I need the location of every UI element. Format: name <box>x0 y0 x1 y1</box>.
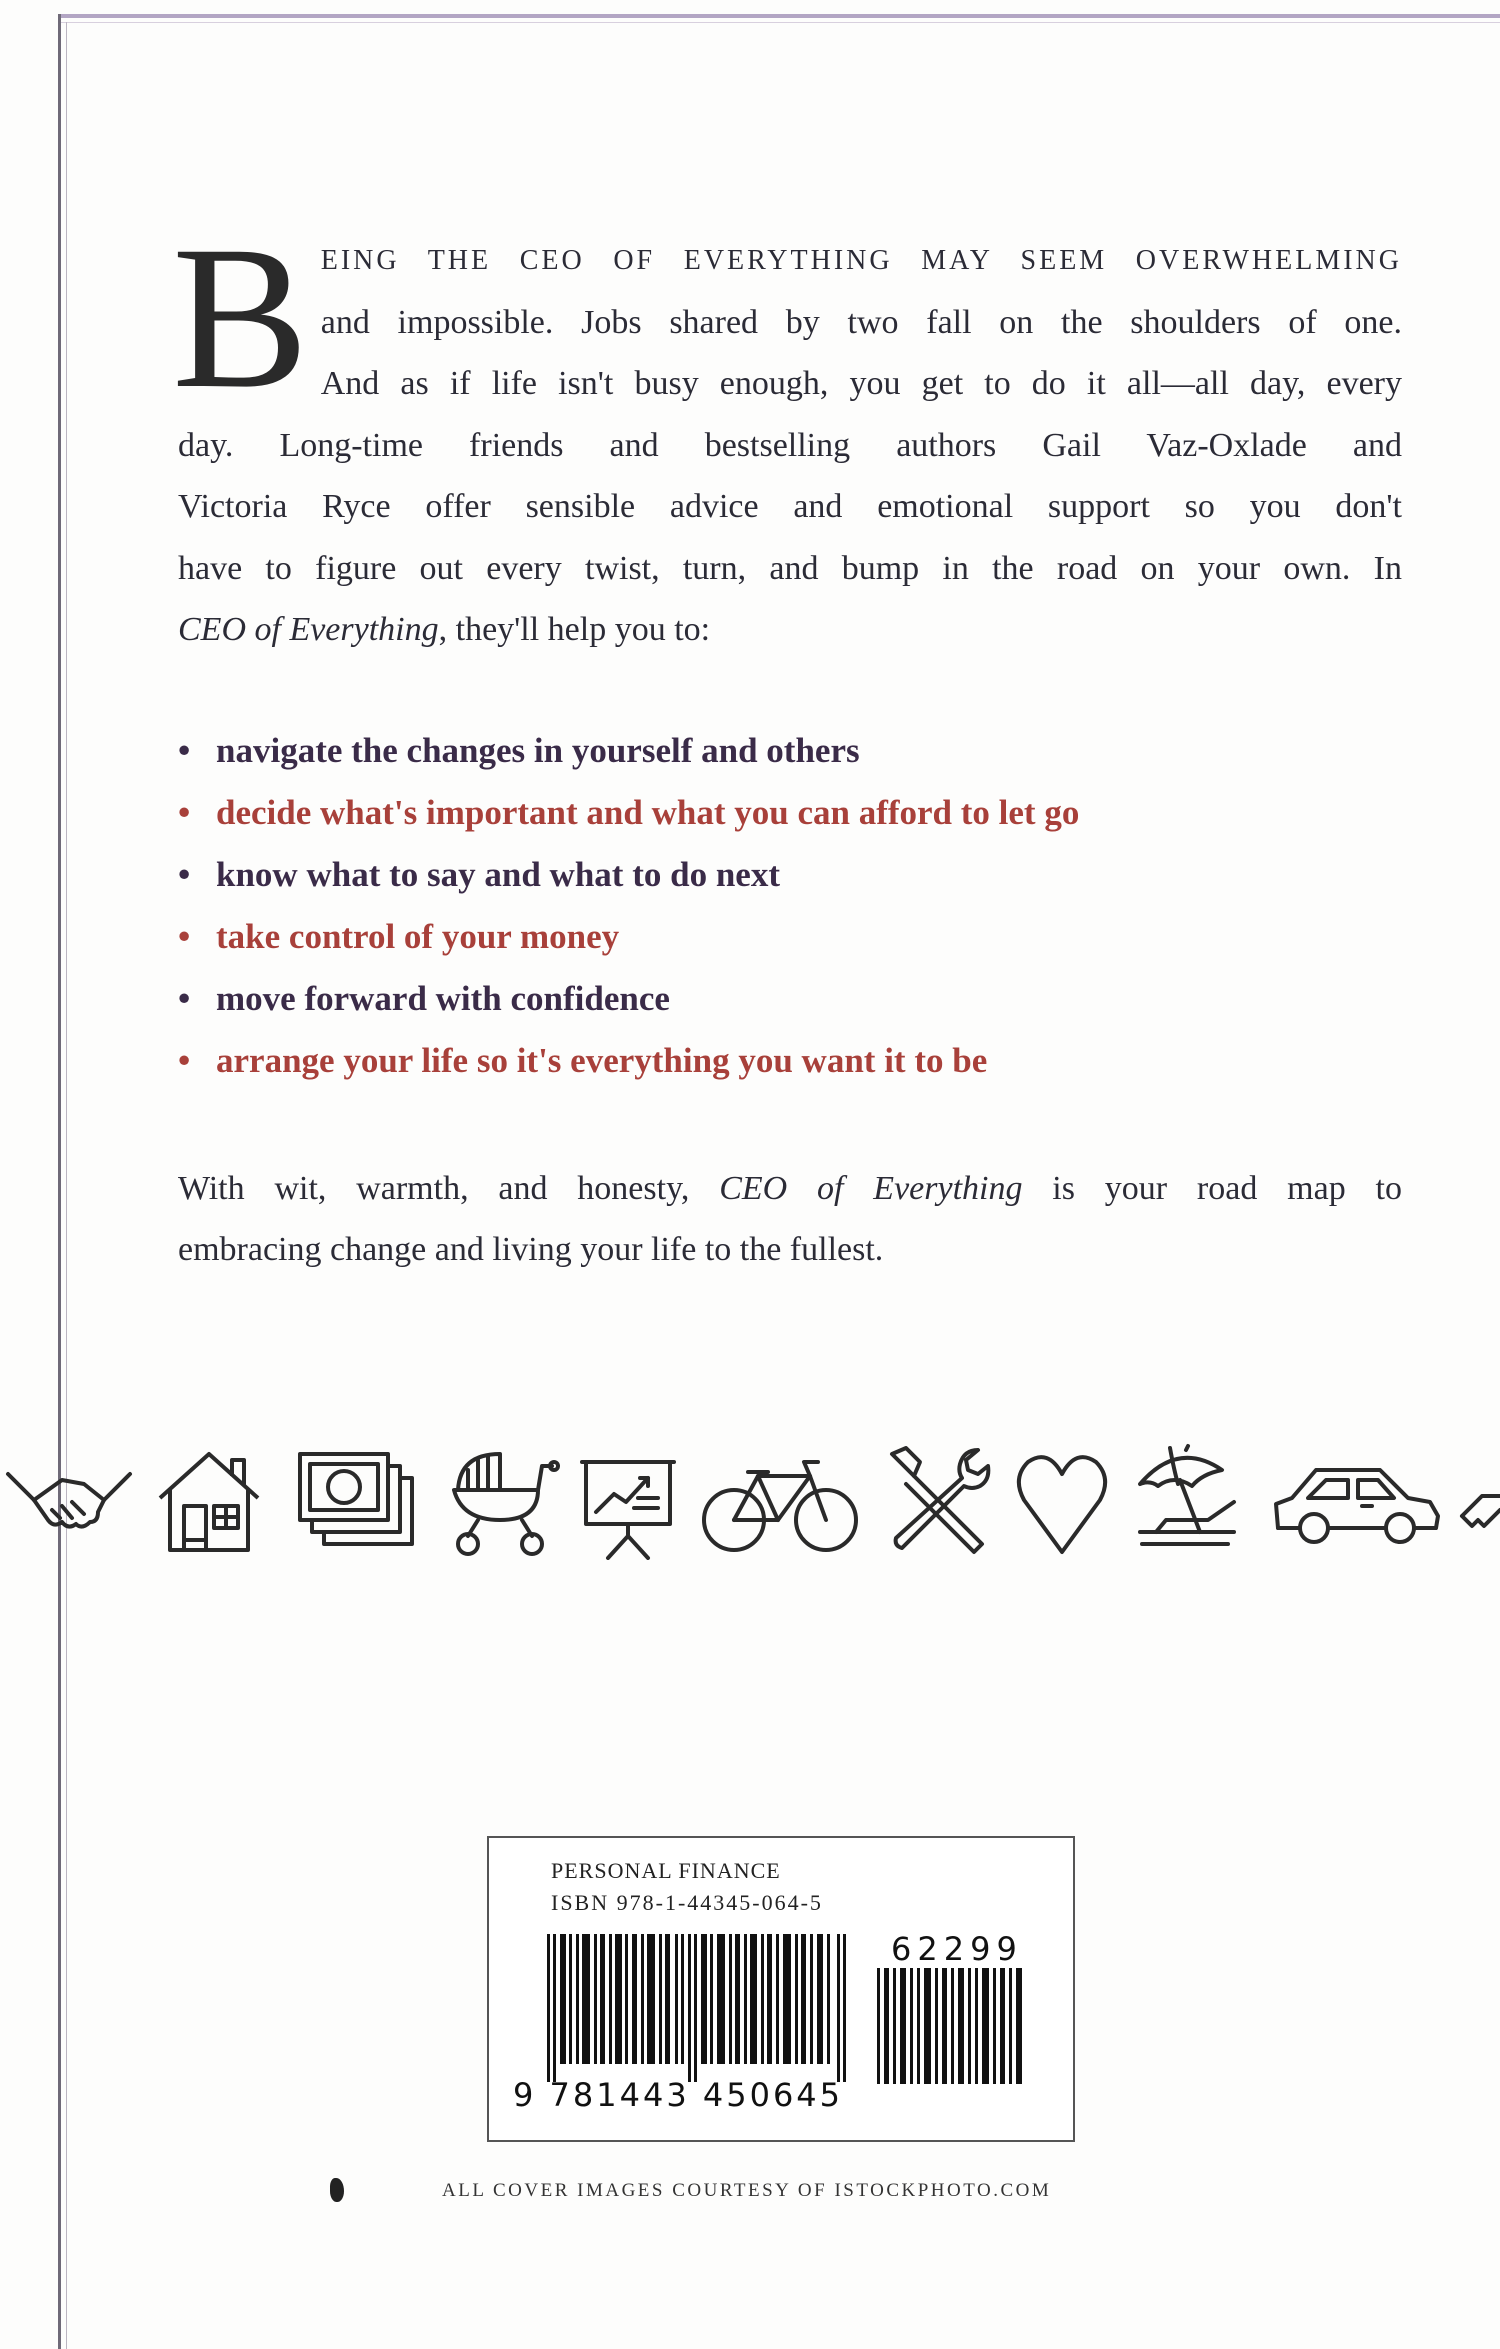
book-category: PERSONAL FINANCE <box>551 1858 781 1883</box>
bullet-marker: • <box>178 917 191 956</box>
beach-umbrella-icon <box>1130 1440 1240 1560</box>
intro-lead-caps: EING THE CEO OF EVERYTHING MAY SEEM OVERWHELMING <box>320 245 1402 276</box>
drop-cap: B <box>172 204 309 431</box>
list-item <box>178 906 1079 968</box>
intro-line-3: And as if life isn't busy enough, you get to do it all—all day, every <box>320 365 1402 402</box>
bullet-marker: • <box>178 793 191 832</box>
handshake-icon <box>4 1440 134 1560</box>
list-item-text: decide what's important and what you can afford to let go <box>216 793 1080 832</box>
isbn-text: ISBN 978-1-44345-064-5 <box>551 1890 823 1915</box>
barcode-main-bars <box>547 1934 851 2082</box>
closing-pre: With wit, warmth, and honesty, <box>178 1170 720 1207</box>
benefit-list <box>178 720 1079 1092</box>
ink-smudge <box>330 2178 344 2202</box>
list-item-text: arrange your life so it's everything you want it to be <box>216 1041 988 1080</box>
list-item <box>178 720 1079 782</box>
list-item <box>178 844 1079 906</box>
barcode-addon-bars <box>877 1968 1027 2084</box>
list-item-text: move forward with confidence <box>216 979 670 1018</box>
intro-line-4: day. Long-time friends and bestselling authors Gail Vaz-Oxlade and <box>178 426 1402 464</box>
barcode-label <box>487 1836 1075 2142</box>
intro-line-7 <box>178 599 1402 661</box>
frame-top-rule-inner <box>60 22 1500 23</box>
list-item-text: know what to say and what to do next <box>216 855 780 894</box>
frame-left-rule-inner <box>66 22 67 2349</box>
list-item <box>178 1030 1079 1092</box>
icon-row <box>0 1440 1500 1570</box>
intro-line-6: have to figure out every twist, turn, and bump in the road on your own. In <box>178 549 1402 587</box>
list-item <box>178 968 1079 1030</box>
bullet-marker: • <box>178 1041 191 1080</box>
list-item <box>178 782 1079 844</box>
book-title: CEO of Everything <box>719 1170 1023 1207</box>
baby-carriage-icon <box>448 1440 564 1560</box>
intro-line-5: Victoria Ryce offer sensible advice and emotional support so you don't <box>178 488 1402 525</box>
bullet-marker: • <box>178 855 191 894</box>
intro-line-2: and impossible. Jobs shared by two fall on the shoulders of one. <box>320 303 1402 341</box>
list-item-text: navigate the changes in yourself and others <box>216 731 860 770</box>
bullet-marker: • <box>178 731 191 770</box>
bullet-marker: • <box>178 979 191 1018</box>
barcode-digits: 9 781443 450645 <box>513 2076 844 2114</box>
intro-line-7-rest: , they'll help you to: <box>438 611 711 648</box>
heart-icon <box>1014 1440 1110 1560</box>
bicycle-icon <box>698 1440 862 1560</box>
image-credit: ALL COVER IMAGES COURTESY OF ISTOCKPHOTO.COM <box>442 2180 1052 2201</box>
price-code: 62299 <box>891 1930 1023 1968</box>
presentation-chart-icon <box>578 1440 678 1560</box>
frame-top-rule <box>60 14 1500 18</box>
money-icon <box>296 1440 420 1560</box>
car-icon <box>1268 1440 1444 1560</box>
closing-post: is your road map to <box>1022 1170 1402 1207</box>
closing-line-1 <box>178 1158 1402 1219</box>
book-title: CEO of Everything <box>178 611 439 648</box>
intro-paragraph <box>172 204 1402 661</box>
house-icon <box>154 1440 264 1560</box>
frame-left-rule <box>58 14 61 2349</box>
closing-paragraph <box>178 1158 1402 1280</box>
list-item-text: take control of your money <box>216 917 620 956</box>
key-icon <box>1458 1440 1500 1560</box>
closing-line-2: embracing change and living your life to the fullest. <box>178 1231 884 1268</box>
tools-icon <box>884 1440 994 1560</box>
intro-line-1 <box>178 228 1402 292</box>
